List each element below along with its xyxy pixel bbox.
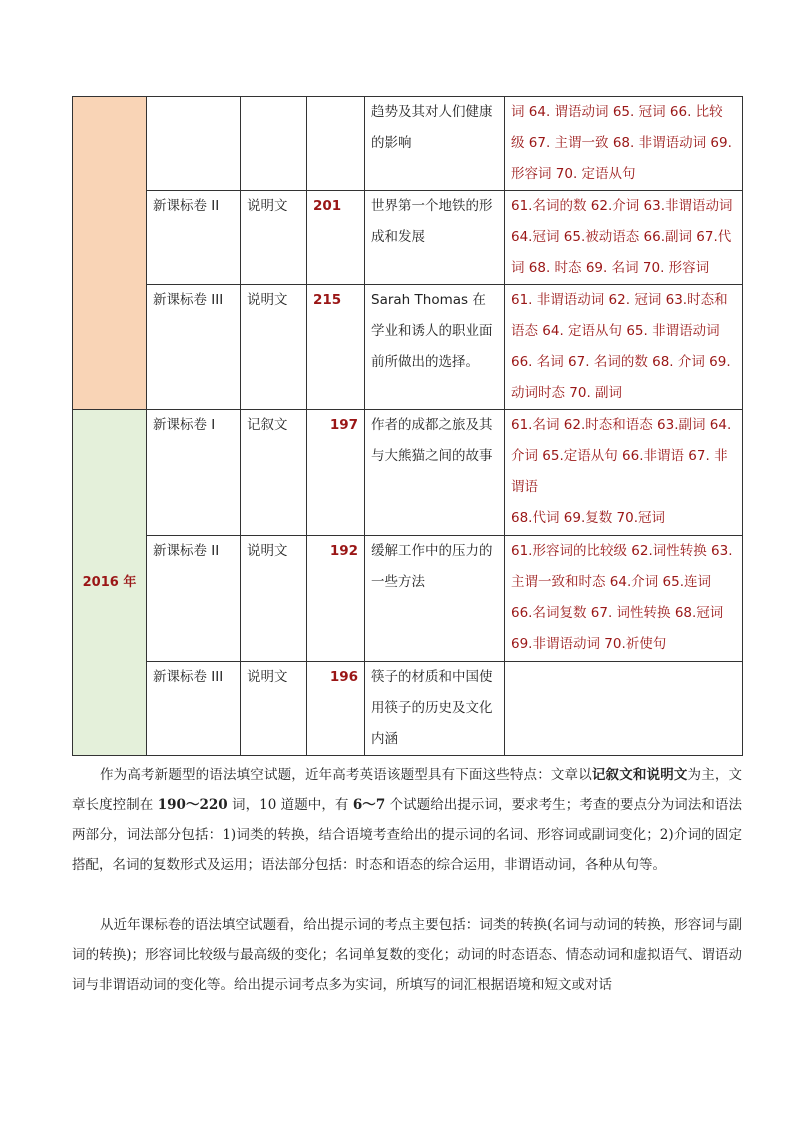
word-count-cell: 197 (307, 410, 365, 536)
test-points-cell: 61.名词的数 62.介词 63.非谓语动词 64.冠词 65.被动语态 66.副词 67.代词 68. 时态 69. 名词 70. 形容词 (505, 191, 743, 285)
year-label: 2016 年 (82, 575, 137, 590)
topic-cell: 作者的成都之旅及其与大熊猫之间的故事 (365, 410, 505, 536)
word-count-cell: 201 (307, 191, 365, 285)
test-points-cell (505, 536, 743, 662)
text-run: 为主，文章长度控制在 (72, 767, 743, 813)
paper-cell: 新课标卷 II (147, 536, 241, 662)
text-run: 词，10 道题中，有 (227, 797, 353, 813)
test-points-cell (505, 662, 743, 756)
genre-cell: 记叙文 (241, 410, 307, 536)
test-points-line: 61.名词 62.时态和语态 63.副词 64.介词 65.定语从句 66.非谓语 67. 非谓语 (511, 417, 732, 495)
paragraph-test-points: 从近年课标卷的语法填空试题看，给出提示词的考点主要包括：词类的转换(名词与动词的转换，形容词与副词的转换)；形容词比较级与最高级的变化；名词单复数的变化；动词的时态语态、情态动词和虚拟语气、谓语动词与非谓语动词的变化等。给出提示词考点多为实词，所填写的词汇根据语境和短文或对话 (72, 917, 742, 993)
topic-cell: 趋势及其对人们健康的影响 (365, 97, 505, 191)
paper-cell: 新课标卷 III (147, 662, 241, 756)
word-count-cell: 192 (307, 536, 365, 662)
genre-cell: 说明文 (241, 285, 307, 410)
table-row (73, 191, 743, 285)
test-points-line: 61.形容词的比较级 62.词性转换 63.主谓一致和时态 64.介词 65.连词 66.名词复数 67. 词性转换 68.冠词 (511, 543, 733, 621)
topic-cell: 筷子的材质和中国使用筷子的历史及文化内涵 (365, 662, 505, 756)
exam-analysis-table (72, 96, 743, 756)
paragraph-features (72, 760, 742, 880)
genre-cell: 说明文 (241, 536, 307, 662)
text-run: 个试题给出提示词，要求考生；考查的要点分为词法和语法两部分，词法部分包括：1)词类的转换，结合语境考查给出的提示词的名词、形容词或副词变化；2)介词的固定搭配，名词的复数形式及运用；语法部分包括：时态和语态的综合运用，非谓语动词，各种从句等。 (72, 797, 742, 873)
bold-text-run: 190～220 (157, 797, 228, 813)
year-cell-2016 (73, 410, 147, 756)
topic-cell: 世界第一个地铁的形成和发展 (365, 191, 505, 285)
test-points-line: 69.非谓语动词 70.祈使句 (511, 636, 667, 652)
bold-text-run: 记叙文和说明文 (591, 767, 688, 783)
genre-cell: 说明文 (241, 191, 307, 285)
table-row (73, 536, 743, 662)
test-points-cell: 词 64. 谓语动词 65. 冠词 66. 比较级 67. 主谓一致 68. 非谓语动词 69. 形容词 70. 定语从句 (505, 97, 743, 191)
test-points-line: 68.代词 69.复数 70.冠词 (511, 510, 665, 526)
word-count-cell: 215 (307, 285, 365, 410)
table-row (73, 97, 743, 191)
table-row (73, 410, 743, 536)
paper-cell: 新课标卷 I (147, 410, 241, 536)
test-points-cell: 61. 非谓语动词 62. 冠词 63.时态和语态 64. 定语从句 65. 非谓语动词 66. 名词 67. 名词的数 68. 介词 69. 动词时态 70. 副词 (505, 285, 743, 410)
paper-cell (147, 97, 241, 191)
table-row (73, 285, 743, 410)
word-count-cell: 196 (307, 662, 365, 756)
topic-cell: Sarah Thomas 在学业和诱人的职业面前所做出的选择。 (365, 285, 505, 410)
paper-cell: 新课标卷 II (147, 191, 241, 285)
year-cell-previous (73, 97, 147, 410)
table-row (73, 662, 743, 756)
genre-cell (241, 97, 307, 191)
bold-text-run: 6～7 (352, 797, 386, 813)
test-points-cell (505, 410, 743, 536)
topic-cell: 缓解工作中的压力的一些方法 (365, 536, 505, 662)
genre-cell: 说明文 (241, 662, 307, 756)
word-count-cell (307, 97, 365, 191)
paper-cell: 新课标卷 III (147, 285, 241, 410)
text-run: 作为高考新题型的语法填空试题，近年高考英语该题型具有下面这些特点：文章以 (100, 767, 592, 783)
